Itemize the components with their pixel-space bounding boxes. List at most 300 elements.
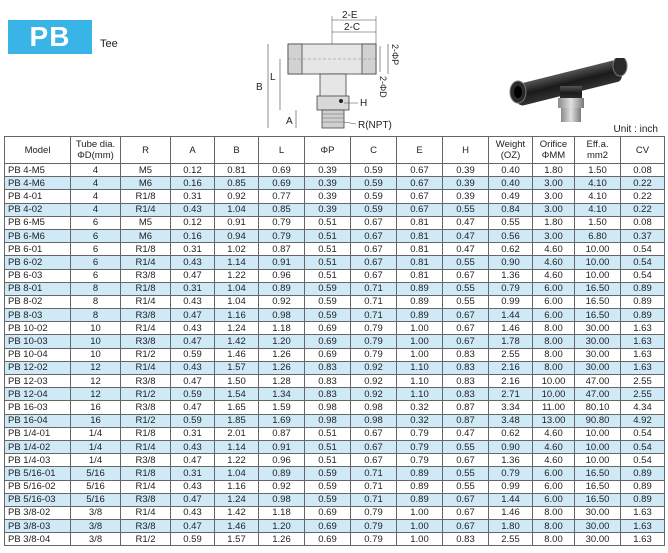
table-row [5, 361, 665, 374]
table-cell: 1.24 [215, 322, 259, 335]
table-row [5, 520, 665, 533]
table-cell: 1.46 [215, 348, 259, 361]
table-cell: 4.10 [575, 190, 621, 203]
table-cell: 0.79 [351, 322, 397, 335]
table-cell: 0.83 [443, 533, 489, 546]
table-cell: 10.00 [533, 388, 575, 401]
table-cell: 0.31 [171, 427, 215, 440]
table-cell: 0.59 [171, 348, 215, 361]
table-cell: 10 [71, 348, 121, 361]
table-cell: 8.00 [533, 520, 575, 533]
table-row [5, 309, 665, 322]
table-cell: 1.10 [397, 375, 443, 388]
table-cell: 0.92 [351, 361, 397, 374]
table-cell: 0.81 [397, 229, 443, 242]
table-cell: 0.79 [397, 440, 443, 453]
table-cell: R1/4 [121, 322, 171, 335]
table-cell: 0.47 [171, 454, 215, 467]
table-cell: 0.67 [443, 322, 489, 335]
table-cell: 0.99 [489, 295, 533, 308]
table-cell: 16 [71, 401, 121, 414]
table-row [5, 164, 665, 177]
table-cell: 2.16 [489, 361, 533, 374]
table-cell: 0.85 [259, 203, 305, 216]
table-cell: 4.60 [533, 440, 575, 453]
table-cell: 0.67 [443, 269, 489, 282]
table-cell: 0.54 [621, 256, 665, 269]
table-cell: R1/2 [121, 388, 171, 401]
table-cell: 0.79 [489, 282, 533, 295]
table-cell: 0.67 [351, 216, 397, 229]
table-cell: R1/8 [121, 427, 171, 440]
table-cell: 10.00 [575, 427, 621, 440]
table-cell: 0.89 [259, 467, 305, 480]
table-cell: 0.43 [171, 256, 215, 269]
dim-label-h: H [360, 98, 368, 109]
table-cell: 11.00 [533, 401, 575, 414]
table-cell: 0.39 [305, 164, 351, 177]
table-cell: 1.00 [397, 335, 443, 348]
table-cell: 1.44 [489, 309, 533, 322]
dim-label-a: A [286, 116, 293, 127]
table-cell: 3.00 [533, 229, 575, 242]
table-cell: 0.43 [171, 322, 215, 335]
table-cell: 0.40 [489, 177, 533, 190]
table-cell: 1.80 [533, 216, 575, 229]
table-cell: 0.31 [171, 243, 215, 256]
table-cell: 0.59 [305, 480, 351, 493]
table-cell: 16.50 [575, 295, 621, 308]
table-cell: 0.94 [215, 229, 259, 242]
table-cell: 3/8 [71, 533, 121, 546]
table-cell: 0.69 [305, 348, 351, 361]
table-cell: 0.81 [397, 269, 443, 282]
table-cell: 30.00 [575, 506, 621, 519]
table-cell: 10 [71, 335, 121, 348]
table-cell: 0.99 [489, 480, 533, 493]
table-cell: 0.83 [443, 348, 489, 361]
model-cell: PB 5/16-03 [5, 493, 71, 506]
dim-label-l: L [270, 72, 276, 83]
table-cell: 0.39 [443, 190, 489, 203]
table-cell: 6.00 [533, 467, 575, 480]
table-cell: 12 [71, 388, 121, 401]
table-cell: 0.67 [397, 164, 443, 177]
table-cell: 0.67 [351, 256, 397, 269]
model-cell: PB 1/4-02 [5, 440, 71, 453]
column-header: Orifice ΦMM [533, 137, 575, 164]
table-cell: 4.60 [533, 269, 575, 282]
table-cell: 6 [71, 256, 121, 269]
table-cell: 4.60 [533, 243, 575, 256]
dim-label-2d: 2-ΦD [378, 76, 388, 98]
table-cell: 0.69 [305, 506, 351, 519]
table-cell: 0.43 [171, 203, 215, 216]
table-cell: 0.90 [489, 440, 533, 453]
table-cell: 0.90 [489, 256, 533, 269]
table-cell: 1.16 [215, 480, 259, 493]
table-cell: 1.63 [621, 348, 665, 361]
table-cell: 0.47 [171, 401, 215, 414]
table-cell: 0.67 [351, 243, 397, 256]
table-cell: R1/4 [121, 506, 171, 519]
table-cell: 1.50 [215, 375, 259, 388]
table-row [5, 322, 665, 335]
table-cell: 0.54 [621, 440, 665, 453]
model-cell: PB 5/16-01 [5, 467, 71, 480]
table-cell: 4.60 [533, 454, 575, 467]
table-cell: 6.00 [533, 480, 575, 493]
table-cell: 0.91 [259, 440, 305, 453]
table-cell: 0.67 [443, 506, 489, 519]
table-cell: 0.89 [397, 493, 443, 506]
table-cell: 0.54 [621, 243, 665, 256]
table-cell: 0.08 [621, 164, 665, 177]
model-cell: PB 5/16-02 [5, 480, 71, 493]
table-cell: 3/8 [71, 520, 121, 533]
table-cell: 0.69 [305, 322, 351, 335]
table-cell: 6.00 [533, 295, 575, 308]
table-cell: 0.31 [171, 190, 215, 203]
table-cell: 1.63 [621, 361, 665, 374]
table-cell: 0.43 [171, 506, 215, 519]
table-cell: 1.00 [397, 322, 443, 335]
table-cell: 1.16 [215, 309, 259, 322]
table-cell: R3/8 [121, 401, 171, 414]
table-cell: 0.51 [305, 440, 351, 453]
table-cell: 0.67 [397, 190, 443, 203]
table-cell: 0.47 [171, 520, 215, 533]
table-cell: 0.87 [443, 401, 489, 414]
table-cell: 0.59 [351, 177, 397, 190]
table-cell: 12 [71, 375, 121, 388]
table-cell: 0.89 [621, 480, 665, 493]
table-cell: 0.89 [621, 467, 665, 480]
table-cell: 0.77 [259, 190, 305, 203]
column-header: Model [5, 137, 71, 164]
table-row [5, 282, 665, 295]
table-cell: 1.57 [215, 361, 259, 374]
table-cell: 0.83 [443, 388, 489, 401]
table-cell: 0.79 [351, 348, 397, 361]
table-cell: 0.83 [443, 375, 489, 388]
model-cell: PB 1/4-03 [5, 454, 71, 467]
table-row [5, 177, 665, 190]
model-cell: PB 6-01 [5, 243, 71, 256]
table-cell: 0.59 [351, 203, 397, 216]
dim-label-2e: 2-E [342, 10, 358, 21]
table-cell: 5/16 [71, 467, 121, 480]
table-cell: 1.36 [489, 269, 533, 282]
table-cell: 1.63 [621, 506, 665, 519]
table-row [5, 203, 665, 216]
table-cell: 0.54 [621, 454, 665, 467]
model-cell: PB 16-03 [5, 401, 71, 414]
table-cell: 0.16 [171, 177, 215, 190]
table-cell: 30.00 [575, 322, 621, 335]
model-cell: PB 6-03 [5, 269, 71, 282]
table-cell: 0.16 [171, 229, 215, 242]
table-cell: 0.79 [397, 427, 443, 440]
table-cell: 0.55 [443, 256, 489, 269]
table-cell: 0.67 [351, 229, 397, 242]
table-cell: 0.71 [351, 467, 397, 480]
unit-label: Unit : inch [613, 124, 658, 135]
column-header: C [351, 137, 397, 164]
table-cell: 0.12 [171, 164, 215, 177]
table-cell: 0.43 [171, 480, 215, 493]
table-cell: 0.81 [215, 164, 259, 177]
dim-label-b: B [256, 82, 263, 93]
table-cell: 0.69 [305, 520, 351, 533]
column-header: CV [621, 137, 665, 164]
table-cell: 0.67 [443, 454, 489, 467]
table-cell: 1.63 [621, 322, 665, 335]
table-cell: 10.00 [533, 375, 575, 388]
table-cell: 1.63 [621, 533, 665, 546]
table-row [5, 388, 665, 401]
table-cell: 1.65 [215, 401, 259, 414]
table-cell: 0.91 [215, 216, 259, 229]
model-cell: PB 4-M5 [5, 164, 71, 177]
table-cell: 0.83 [305, 375, 351, 388]
table-cell: 0.98 [305, 401, 351, 414]
table-cell: 1.50 [575, 164, 621, 177]
table-cell: 0.12 [171, 216, 215, 229]
table-row [5, 269, 665, 282]
table-cell: 1.04 [215, 203, 259, 216]
spec-table [4, 136, 665, 546]
table-cell: 0.79 [397, 454, 443, 467]
table-cell: 90.80 [575, 414, 621, 427]
table-body [5, 164, 665, 546]
table-cell: 10.00 [575, 440, 621, 453]
table-cell: 0.55 [443, 467, 489, 480]
table-cell: 0.69 [305, 335, 351, 348]
table-cell: 0.89 [259, 282, 305, 295]
table-cell: 0.32 [397, 414, 443, 427]
table-cell: 0.79 [351, 533, 397, 546]
column-header: A [171, 137, 215, 164]
table-cell: 0.67 [443, 309, 489, 322]
table-cell: 3.34 [489, 401, 533, 414]
table-cell: 0.62 [489, 243, 533, 256]
table-cell: 0.31 [171, 467, 215, 480]
product-name: Tee [100, 38, 118, 50]
table-cell: 0.39 [305, 177, 351, 190]
model-cell: PB 12-02 [5, 361, 71, 374]
table-cell: 0.31 [171, 282, 215, 295]
table-cell: 4 [71, 177, 121, 190]
model-cell: PB 6-M6 [5, 229, 71, 242]
table-cell: 1.04 [215, 282, 259, 295]
table-cell: 0.98 [305, 414, 351, 427]
table-cell: 0.59 [171, 388, 215, 401]
table-row [5, 348, 665, 361]
model-cell: PB 3/8-04 [5, 533, 71, 546]
table-cell: 10.00 [575, 243, 621, 256]
table-cell: 8.00 [533, 533, 575, 546]
table-cell: 5/16 [71, 493, 121, 506]
table-cell: 1.00 [397, 520, 443, 533]
table-cell: 16.50 [575, 282, 621, 295]
table-cell: 1.00 [397, 348, 443, 361]
table-cell: 3.48 [489, 414, 533, 427]
table-cell: 0.59 [305, 295, 351, 308]
table-cell: 0.81 [397, 243, 443, 256]
table-cell: 2.01 [215, 427, 259, 440]
table-cell: R3/8 [121, 375, 171, 388]
table-cell: 1.54 [215, 388, 259, 401]
table-cell: 1.18 [259, 322, 305, 335]
table-cell: 1.44 [489, 493, 533, 506]
table-cell: 6.00 [533, 493, 575, 506]
table-cell: R1/8 [121, 467, 171, 480]
table-cell: 2.55 [621, 388, 665, 401]
table-cell: 0.79 [351, 335, 397, 348]
table-cell: M6 [121, 177, 171, 190]
table-cell: 1.78 [489, 335, 533, 348]
table-cell: 8.00 [533, 348, 575, 361]
table-row [5, 414, 665, 427]
table-cell: M5 [121, 216, 171, 229]
table-cell: 0.98 [351, 401, 397, 414]
table-row [5, 533, 665, 546]
table-cell: 0.89 [397, 309, 443, 322]
table-cell: 8 [71, 282, 121, 295]
table-cell: 0.59 [305, 282, 351, 295]
table-cell: 6 [71, 216, 121, 229]
table-cell: 1.10 [397, 388, 443, 401]
table-cell: 0.59 [171, 533, 215, 546]
table-cell: 1.34 [259, 388, 305, 401]
table-cell: 1.63 [621, 520, 665, 533]
column-header: Eff.a. mm2 [575, 137, 621, 164]
table-cell: 1.18 [259, 506, 305, 519]
table-cell: 1.00 [397, 506, 443, 519]
table-cell: 30.00 [575, 361, 621, 374]
table-cell: 0.67 [443, 520, 489, 533]
table-cell: 0.84 [489, 203, 533, 216]
table-cell: 0.87 [443, 414, 489, 427]
table-cell: 0.39 [443, 164, 489, 177]
table-cell: 0.47 [171, 269, 215, 282]
table-cell: 0.67 [397, 203, 443, 216]
table-cell: 0.51 [305, 256, 351, 269]
table-cell: 0.55 [443, 203, 489, 216]
table-cell: 1.42 [215, 335, 259, 348]
table-cell: 0.67 [443, 493, 489, 506]
model-cell: PB 3/8-03 [5, 520, 71, 533]
table-row [5, 480, 665, 493]
table-cell: 0.89 [397, 295, 443, 308]
model-cell: PB 6-M5 [5, 216, 71, 229]
model-cell: PB 10-03 [5, 335, 71, 348]
table-cell: R1/8 [121, 190, 171, 203]
table-cell: 0.69 [305, 533, 351, 546]
table-cell: 0.91 [259, 256, 305, 269]
table-cell: 6 [71, 243, 121, 256]
table-cell: 0.92 [351, 375, 397, 388]
table-cell: 2.55 [621, 375, 665, 388]
column-header: H [443, 137, 489, 164]
model-cell: PB 4-M6 [5, 177, 71, 190]
table-cell: R1/4 [121, 295, 171, 308]
table-cell: 1.36 [489, 454, 533, 467]
table-cell: 0.79 [259, 216, 305, 229]
table-cell: 8.00 [533, 361, 575, 374]
table-cell: 0.79 [259, 229, 305, 242]
table-cell: 0.89 [621, 282, 665, 295]
table-cell: R3/8 [121, 269, 171, 282]
table-cell: 2.16 [489, 375, 533, 388]
table-cell: M6 [121, 229, 171, 242]
table-cell: 1.10 [397, 361, 443, 374]
table-cell: 4.10 [575, 203, 621, 216]
table-cell: 0.69 [259, 177, 305, 190]
table-cell: 0.92 [351, 388, 397, 401]
table-cell: 0.22 [621, 190, 665, 203]
table-cell: 0.89 [397, 467, 443, 480]
table-cell: 1.69 [259, 414, 305, 427]
table-cell: 0.96 [259, 454, 305, 467]
table-cell: 0.47 [171, 375, 215, 388]
table-cell: 1.04 [215, 295, 259, 308]
table-cell: 3.00 [533, 177, 575, 190]
table-cell: 0.67 [397, 177, 443, 190]
table-cell: 0.89 [621, 309, 665, 322]
table-cell: 30.00 [575, 533, 621, 546]
table-cell: 0.54 [621, 427, 665, 440]
table-row [5, 256, 665, 269]
table-cell: 0.51 [305, 243, 351, 256]
table-cell: 0.55 [443, 440, 489, 453]
table-row [5, 190, 665, 203]
table-cell: 16 [71, 414, 121, 427]
table-cell: R1/2 [121, 533, 171, 546]
table-cell: 0.79 [489, 467, 533, 480]
column-header: ΦP [305, 137, 351, 164]
table-cell: 1.20 [259, 520, 305, 533]
table-cell: 6 [71, 269, 121, 282]
model-cell: PB 8-02 [5, 295, 71, 308]
table-cell: 0.67 [351, 454, 397, 467]
table-cell: 0.83 [305, 388, 351, 401]
table-cell: 30.00 [575, 335, 621, 348]
table-cell: 0.22 [621, 203, 665, 216]
table-cell: R1/4 [121, 361, 171, 374]
product-code-badge: PB [8, 20, 92, 54]
column-header: B [215, 137, 259, 164]
table-cell: 3.00 [533, 203, 575, 216]
table-cell: 0.89 [397, 282, 443, 295]
table-cell: 13.00 [533, 414, 575, 427]
table-cell: 0.67 [443, 335, 489, 348]
table-cell: 1.46 [489, 322, 533, 335]
table-cell: 6 [71, 229, 121, 242]
table-cell: 0.55 [443, 282, 489, 295]
table-cell: 3.00 [533, 190, 575, 203]
table-cell: 0.67 [351, 440, 397, 453]
table-cell: 0.49 [489, 190, 533, 203]
table-cell: 16.50 [575, 480, 621, 493]
table-cell: 1.26 [259, 361, 305, 374]
table-cell: 0.71 [351, 480, 397, 493]
tee-dimension-drawing [240, 6, 410, 136]
table-cell: 4 [71, 203, 121, 216]
table-cell: 0.32 [397, 401, 443, 414]
dim-label-r: R(NPT) [358, 120, 392, 131]
